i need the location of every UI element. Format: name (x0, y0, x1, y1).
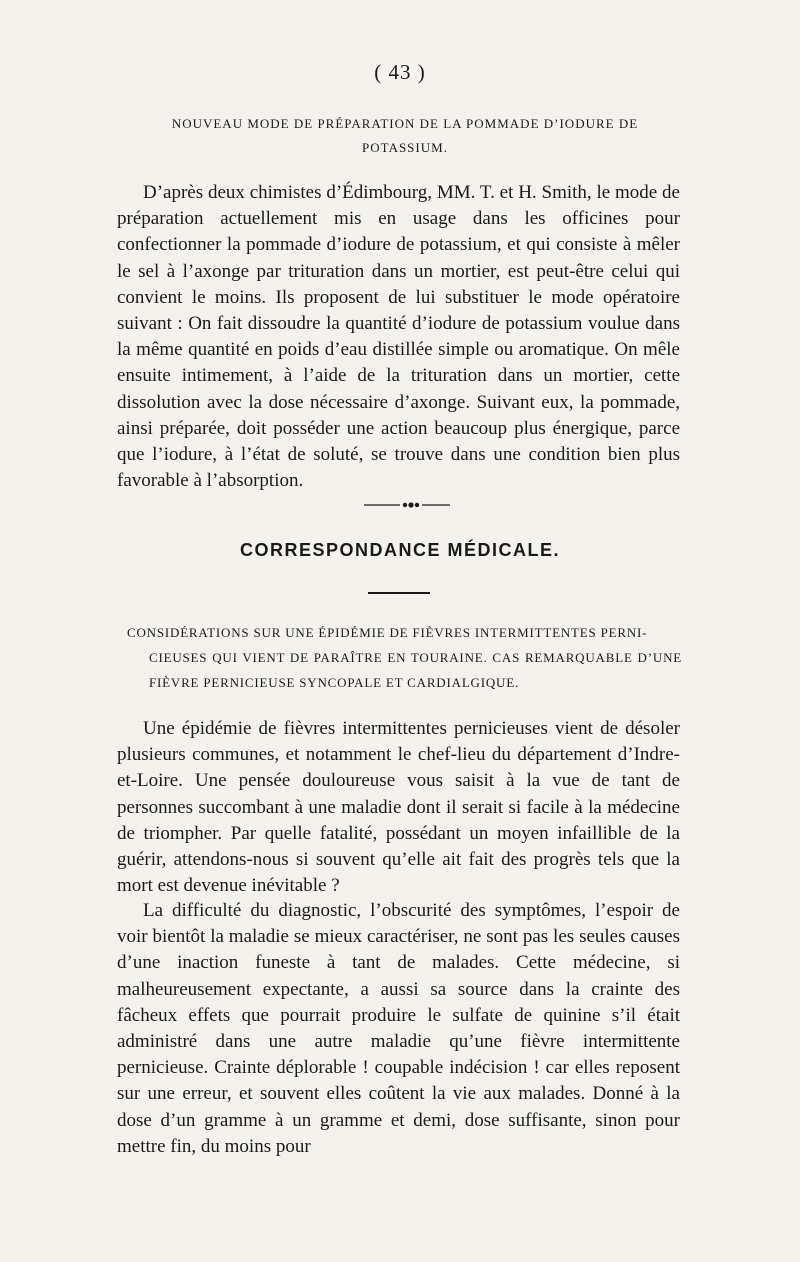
paragraph-diagnostic: La difficulté du diagnostic, l’obscurité des symptômes, l’espoir de voir bientôt la maladie se mieux caractériser, ne sont pas les seules causes d’une inaction funeste à tant de malades. Cette médecine, si malheureusement expectante, a aussi sa source dans la crainte des fâcheux effets que pourrait produire le sulfate de quinine s’il était administré dans une autre maladie qu’une fièvre intermittente pernicieuse. Crainte déplorable ! coupable indécision ! car elles reposent sur une erreur, et souvent elles coûtent la vie aux malades. Donné à la dose d’un gramme à un gramme et demi, dose suffisante, sinon pour mettre fin, du moins pour (117, 900, 680, 1157)
ornament-divider-icon (362, 497, 452, 511)
heading-line-2: CIEUSES QUI VIENT DE PARAÎTRE EN TOURAINE. CAS REMARQUABLE D’UNE FIÈVRE PERNICIEUSE SYNCOPALE ET CARDIALGIQUE. (149, 650, 682, 690)
paragraph-epidemie: Une épidémie de fièvres intermittentes pernicieuses vient de désoler plusieurs communes, et notamment le chef-lieu du département d’Indre-et-Loire. Une pensée douloureuse vous saisit à la vue de tant de personnes succombant à une maladie dont il serait si facile à la médecine de triompher. Par quelle fatalité, possédant un moyen infaillible de la guérir, attendons-nous si souvent qu’elle ait fait des progrès tels que la mort est devenue inévitable ? (117, 718, 680, 897)
section-heading-epidemie (127, 620, 682, 695)
section-title-correspondance: CORRESPONDANCE MÉDICALE. (239, 540, 561, 560)
page-number: ( 43 ) (374, 60, 426, 84)
section-heading-pommade: NOUVEAU MODE DE PRÉPARATION DE LA POMMADE D’IODURE DE POTASSIUM. (171, 116, 639, 155)
paragraph-pommade: D’après deux chimistes d’Édimbourg, MM. T. et H. Smith, le mode de préparation actuellement mis en usage dans les officines pour confectionner la pommade d’iodure de potassium, et qui consiste à mêler le sel à l’axonge par trituration dans un mortier, est peut-être celui qui convient le moins. Ils proposent de lui substituer le mode opératoire suivant : On fait dissoudre la quantité d’iodure de potassium voulue dans la même quantité en poids d’eau distillée simple ou aromatique. On mêle ensuite intimement, à l’aide de la trituration dans un mortier, cette dissolution avec la dose nécessaire d’axonge. Suivant eux, la pommade, ainsi préparée, doit posséder une action beaucoup plus énergique, parce que l’iodure, à l’état de soluté, se trouve dans une condition bien plus favorable à l’absorption. (117, 182, 680, 492)
title-rule (368, 592, 430, 594)
heading-line-1: CONSIDÉRATIONS SUR UNE ÉPIDÉMIE DE FIÈVRES INTERMITTENTES PERNI- (127, 625, 648, 640)
